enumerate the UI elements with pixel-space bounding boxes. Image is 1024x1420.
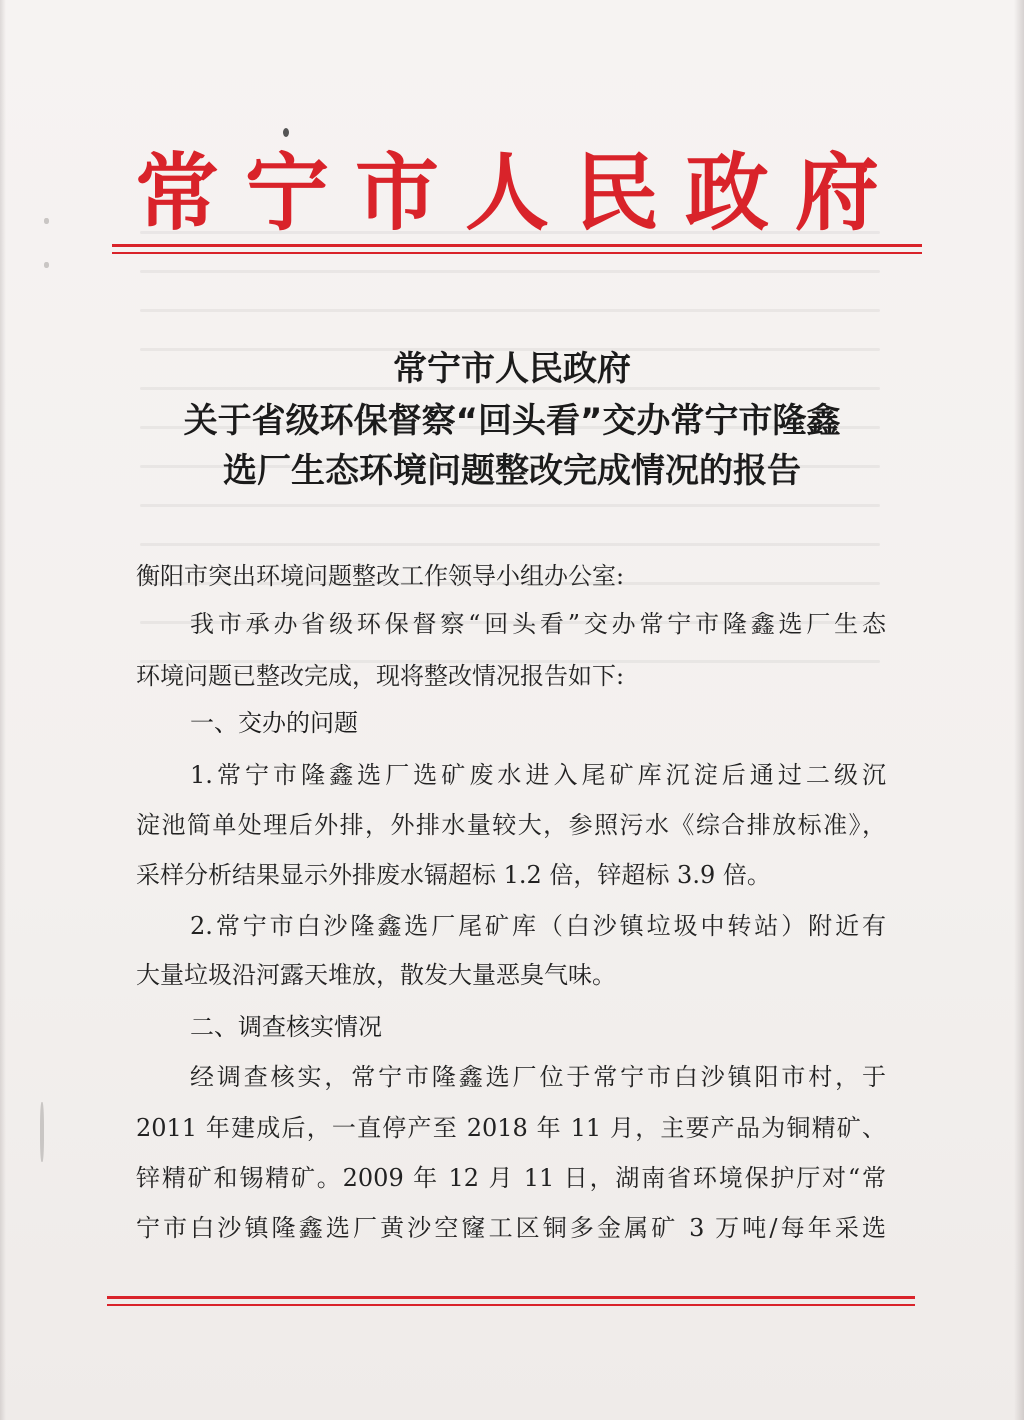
- section-heading-1: 一、交办的问题: [190, 709, 358, 737]
- intro-line: 我市承办省级环保督察“回头看”交办常宁市隆鑫选厂生态: [190, 610, 886, 638]
- ink-speck: [283, 128, 289, 137]
- issue-1-line: 1.常宁市隆鑫选厂选矿废水进入尾矿库沉淀后通过二级沉: [190, 761, 886, 789]
- issue-1-line: 采样分析结果显示外排废水镉超标 1.2 倍，锌超标 3.9 倍。: [136, 861, 771, 889]
- doc-title-line-2: 关于省级环保督察“回头看”交办常宁市隆鑫: [183, 401, 841, 441]
- doc-title-line-3: 选厂生态环境问题整改完成情况的报告: [223, 451, 801, 491]
- issue-2-line: 2.常宁市白沙隆鑫选厂尾矿库（白沙镇垃圾中转站）附近有: [190, 912, 886, 940]
- doc-title-line-1: 常宁市人民政府: [393, 349, 631, 389]
- findings-line: 宁市白沙镇隆鑫选厂黄沙空窿工区铜多金属矿 3 万吨/每年采选: [136, 1214, 886, 1242]
- findings-line: 2011 年建成后，一直停产至 2018 年 11 月，主要产品为铜精矿、: [136, 1114, 886, 1142]
- footer-rule-thin: [107, 1304, 915, 1306]
- intro-line: 环境问题已整改完成，现将整改情况报告如下:: [136, 662, 625, 690]
- binding-mark: [40, 1102, 44, 1162]
- binding-mark: [44, 262, 49, 268]
- letterhead-rule-thin: [112, 252, 922, 254]
- letterhead-title: 常宁市人民政府: [134, 143, 905, 242]
- section-heading-2: 二、调查核实情况: [190, 1013, 382, 1041]
- binding-mark: [44, 218, 49, 224]
- findings-line: 经调查核实，常宁市隆鑫选厂位于常宁市白沙镇阳市村，于: [190, 1063, 886, 1091]
- issue-1-line: 淀池简单处理后外排，外排水量较大，参照污水《综合排放标准》，: [136, 811, 886, 839]
- footer-rule: [107, 1296, 915, 1299]
- recipient: 衡阳市突出环境问题整改工作领导小组办公室:: [136, 562, 625, 590]
- letterhead-rule: [112, 244, 922, 247]
- page-edge-shadow-left: [0, 0, 6, 1420]
- findings-line: 锌精矿和锡精矿。2009 年 12 月 11 日，湖南省环境保护厅对“常: [136, 1164, 886, 1192]
- page-edge-shadow-right: [1014, 0, 1024, 1420]
- issue-2-line: 大量垃圾沿河露天堆放，散发大量恶臭气味。: [136, 961, 616, 989]
